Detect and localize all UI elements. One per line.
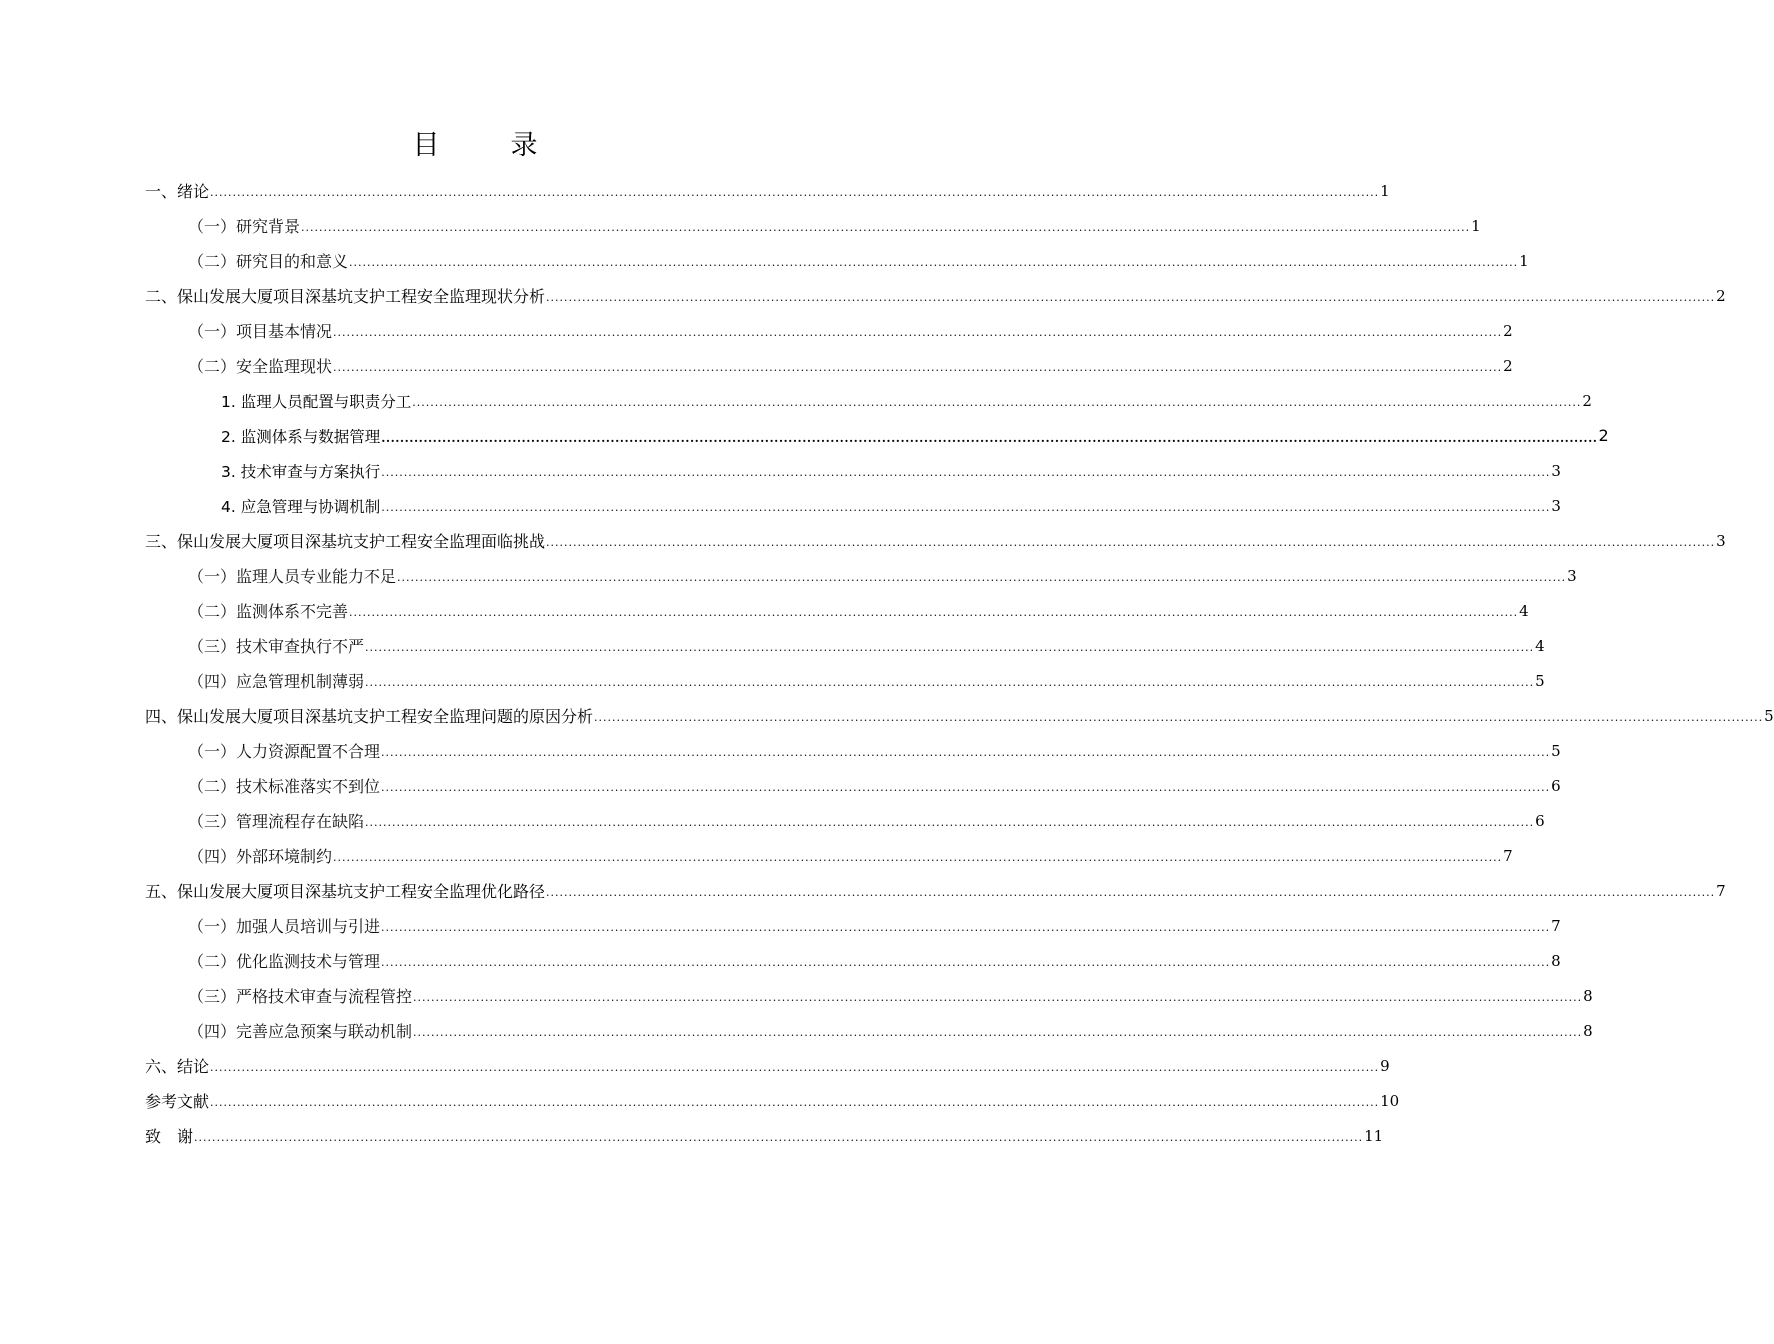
toc-entry-label: 4. 应急管理与协调机制: [221, 497, 381, 516]
toc-entry[interactable]: [145, 593, 1529, 628]
toc-entry-page-number: 1: [1519, 251, 1529, 270]
toc-entry[interactable]: [145, 628, 1545, 663]
toc-entry-label: 致 谢: [145, 1127, 194, 1146]
toc-entry[interactable]: [145, 873, 1726, 908]
toc-entry[interactable]: [145, 173, 1390, 208]
toc-entry-page-number: 10: [1380, 1091, 1400, 1110]
dot-leader: ....................................................................................................................................................................................................................................................................: [349, 256, 1519, 269]
toc-entry-label: （一）人力资源配置不合理: [188, 742, 381, 761]
toc-entry-label: 六、结论: [145, 1057, 210, 1076]
toc-entry-page-number: 3: [1551, 461, 1561, 480]
toc-entry-label: 1. 监理人员配置与职责分工: [221, 392, 412, 411]
toc-entry-label: 五、保山发展大厦项目深基坑支护工程安全监理优化路径: [145, 882, 546, 901]
toc-entry[interactable]: [145, 348, 1513, 383]
dot-leader: ....................................................................................................................................................................................................................................................................: [210, 186, 1380, 199]
dot-leader: ....................................................................................................................................................................................................................................................................: [210, 1061, 1380, 1074]
toc-entry-page-number: 3: [1716, 531, 1726, 550]
toc-entry-label: （二）技术标准落实不到位: [188, 777, 381, 796]
toc-entry-page-number: 6: [1551, 776, 1561, 795]
toc-entry-page-number: 2: [1503, 321, 1513, 340]
toc-entry[interactable]: [145, 768, 1561, 803]
toc-entry[interactable]: [145, 558, 1577, 593]
dot-leader: ....................................................................................................................................................................................................................................................................: [365, 816, 1535, 829]
table-of-contents: [145, 173, 1774, 1153]
dot-leader: ....................................................................................................................................................................................................................................................................: [546, 291, 1716, 304]
toc-entry-page-number: 6: [1535, 811, 1545, 830]
toc-entry-label: 参考文献: [145, 1092, 210, 1111]
toc-entry-page-number: 8: [1583, 1021, 1593, 1040]
toc-entry-label: 三、保山发展大厦项目深基坑支护工程安全监理面临挑战: [145, 532, 546, 551]
toc-entry-label: （一）监理人员专业能力不足: [188, 567, 397, 586]
toc-entry-label: 二、保山发展大厦项目深基坑支护工程安全监理现状分析: [145, 287, 546, 306]
toc-entry-label: （四）外部环境制约: [188, 847, 333, 866]
toc-entry-page-number: 2: [1598, 426, 1609, 445]
toc-entry-label: 一、绪论: [145, 182, 210, 201]
dot-leader: ....................................................................................................................................................................................................................................................................: [333, 851, 1503, 864]
dot-leader: ....................................................................................................................................................................................................................................................................: [397, 571, 1567, 584]
dot-leader: ....................................................................................................................................................................................................................................................................: [365, 676, 1535, 689]
toc-entry[interactable]: [145, 663, 1545, 698]
dot-leader: ....................................................................................................................................................................................................................................................................: [194, 1131, 1364, 1144]
toc-entry[interactable]: [145, 313, 1513, 348]
toc-entry-page-number: 2: [1716, 286, 1726, 305]
toc-entry-label: （二）研究目的和意义: [188, 252, 349, 271]
toc-entry-page-number: 7: [1503, 846, 1513, 865]
toc-entry[interactable]: [145, 838, 1513, 873]
toc-entry[interactable]: [145, 943, 1561, 978]
page-title: 目 录: [412, 130, 560, 161]
toc-entry-page-number: 9: [1380, 1056, 1390, 1075]
toc-entry[interactable]: [145, 1118, 1384, 1153]
dot-leader: ....................................................................................................................................................................................................................................................................: [381, 781, 1551, 794]
dot-leader: ....................................................................................................................................................................................................................................................................: [546, 536, 1716, 549]
dot-leader: ....................................................................................................................................................................................................................................................................: [546, 886, 1716, 899]
toc-entry-page-number: 4: [1535, 636, 1545, 655]
dot-leader: ....................................................................................................................................................................................................................................................................: [381, 921, 1551, 934]
dot-leader: ....................................................................................................................................................................................................................................................................: [412, 396, 1582, 409]
toc-entry-label: 四、保山发展大厦项目深基坑支护工程安全监理问题的原因分析: [145, 707, 594, 726]
toc-entry-label: （四）完善应急预案与联动机制: [188, 1022, 413, 1041]
toc-entry-label: （三）管理流程存在缺陷: [188, 812, 365, 831]
toc-entry[interactable]: [145, 803, 1545, 838]
toc-entry[interactable]: [145, 488, 1561, 523]
toc-entry[interactable]: [145, 1013, 1593, 1048]
toc-entry-page-number: 5: [1764, 706, 1774, 725]
toc-entry-page-number: 3: [1567, 566, 1577, 585]
toc-entry-label: （二）监测体系不完善: [188, 602, 349, 621]
toc-entry-page-number: 2: [1503, 356, 1513, 375]
toc-entry-label: （四）应急管理机制薄弱: [188, 672, 365, 691]
toc-entry[interactable]: [145, 278, 1726, 313]
dot-leader: ....................................................................................................................................................................................................................................................................: [381, 746, 1551, 759]
dot-leader: ....................................................................................................................................................................................................................................................................: [365, 641, 1535, 654]
toc-entry[interactable]: [145, 453, 1561, 488]
toc-entry-page-number: 11: [1364, 1126, 1384, 1145]
toc-entry-page-number: 8: [1551, 951, 1561, 970]
toc-entry[interactable]: [145, 1083, 1400, 1118]
dot-leader: ....................................................................................................................................................................................................................................................................: [381, 466, 1551, 479]
toc-entry[interactable]: [145, 243, 1529, 278]
dot-leader: ....................................................................................................................................................................................................................................................................: [301, 221, 1471, 234]
dot-leader: ....................................................................................................................................................................................................................................................................: [381, 956, 1551, 969]
toc-entry[interactable]: [145, 698, 1774, 733]
toc-entry-page-number: 1: [1471, 216, 1481, 235]
toc-entry[interactable]: [145, 523, 1726, 558]
dot-leader: ....................................................................................................................................................................................................................................................................: [594, 711, 1764, 724]
toc-entry-page-number: 4: [1519, 601, 1529, 620]
toc-entry-page-number: 1: [1380, 181, 1390, 200]
toc-entry[interactable]: [145, 1048, 1390, 1083]
toc-entry[interactable]: [145, 978, 1593, 1013]
toc-entry-page-number: 8: [1583, 986, 1593, 1005]
dot-leader: ....................................................................................................................................................................................................................................................................: [349, 606, 1519, 619]
toc-entry[interactable]: [145, 908, 1561, 943]
toc-entry-page-number: 3: [1551, 496, 1561, 515]
toc-entry[interactable]: [145, 208, 1481, 243]
dot-leader: ....................................................................................................................................................................................................................................................................: [381, 431, 1598, 445]
toc-entry-page-number: 7: [1716, 881, 1726, 900]
dot-leader: ....................................................................................................................................................................................................................................................................: [413, 1026, 1583, 1039]
toc-entry[interactable]: [145, 383, 1592, 418]
toc-entry-label: （一）加强人员培训与引进: [188, 917, 381, 936]
toc-entry-page-number: 5: [1551, 741, 1561, 760]
toc-entry[interactable]: [145, 418, 1609, 453]
dot-leader: ....................................................................................................................................................................................................................................................................: [333, 361, 1503, 374]
toc-entry-label: （三）严格技术审查与流程管控: [188, 987, 413, 1006]
toc-entry-page-number: 5: [1535, 671, 1545, 690]
toc-entry-label: （一）研究背景: [188, 217, 301, 236]
toc-entry-page-number: 2: [1582, 391, 1592, 410]
dot-leader: ....................................................................................................................................................................................................................................................................: [210, 1096, 1380, 1109]
toc-entry-page-number: 7: [1551, 916, 1561, 935]
toc-entry-label: （二）安全监理现状: [188, 357, 333, 376]
toc-entry[interactable]: [145, 733, 1561, 768]
toc-entry-label: （二）优化监测技术与管理: [188, 952, 381, 971]
dot-leader: ....................................................................................................................................................................................................................................................................: [381, 501, 1551, 514]
toc-entry-label: 3. 技术审查与方案执行: [221, 462, 381, 481]
toc-entry-label: （三）技术审查执行不严: [188, 637, 365, 656]
dot-leader: ....................................................................................................................................................................................................................................................................: [333, 326, 1503, 339]
dot-leader: ....................................................................................................................................................................................................................................................................: [413, 991, 1583, 1004]
toc-entry-label: 2. 监测体系与数据管理: [221, 427, 381, 446]
toc-entry-label: （一）项目基本情况: [188, 322, 333, 341]
